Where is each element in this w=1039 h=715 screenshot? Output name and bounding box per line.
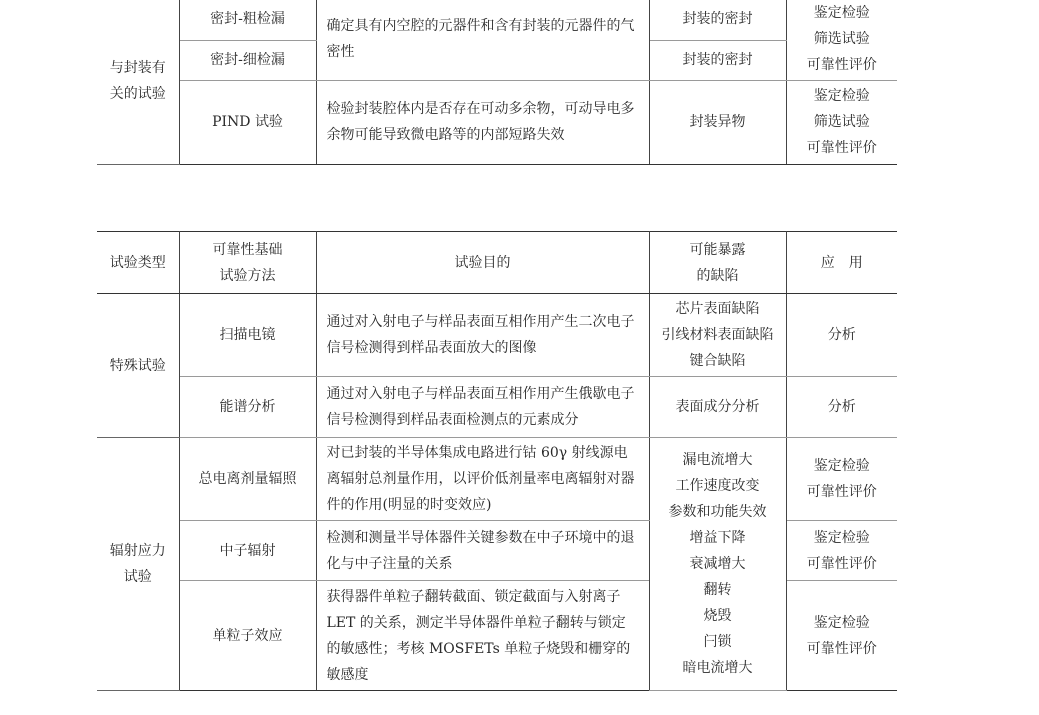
application-line: 筛选试验 (813, 114, 870, 130)
category-cell: 特殊试验 (97, 294, 179, 438)
method-cell: 总电离剂量辐照 (179, 438, 316, 521)
application-line: 可靠性评价 (806, 640, 877, 657)
defect-line: 闩锁 (703, 634, 732, 650)
application-line: 鉴定检验 (813, 4, 870, 21)
header-application: 应 用 (786, 232, 897, 294)
purpose-cell: 检验封装腔体内是否存在可动多余物，可动导电多余物可能导致微电路等的内部短路失效 (316, 80, 649, 164)
application-line: 筛选试验 (813, 30, 870, 47)
defect-cell: 表面成分分析 (649, 377, 786, 438)
purpose-cell: 获得器件单粒子翻转截面、锁定截面与入射离子 LET 的关系，测定半导体器件单粒子翻转与锁定的敏感性；考核 MOSFETs 单粒子烧毁和栅穿的敏感度 (316, 581, 649, 691)
category-label: 与封装有关的试验 (109, 59, 166, 102)
application-cell (786, 521, 897, 581)
method-cell: 密封-粗检漏 (179, 0, 316, 40)
application-line: 可靠性评价 (806, 555, 877, 572)
application-line: 鉴定检验 (813, 458, 870, 474)
reliability-test-table (97, 231, 897, 691)
application-cell (786, 581, 897, 691)
defect-cell: 封装的密封 (649, 0, 786, 40)
method-cell: 扫描电镜 (179, 294, 316, 377)
purpose-cell: 确定具有内空腔的元器件和含有封装的元器件的气密性 (316, 0, 649, 80)
application-cell: 分析 (786, 294, 897, 377)
method-cell: 能谱分析 (179, 377, 316, 438)
packaging-test-table (97, 0, 897, 165)
defect-line: 参数和功能失效 (668, 504, 767, 520)
category-cell (97, 438, 179, 691)
header-purpose: 试验目的 (316, 232, 649, 294)
application-line: 鉴定检验 (813, 529, 870, 546)
purpose-cell: 通过对入射电子与样品表面互相作用产生二次电子信号检测得到样品表面放大的图像 (316, 294, 649, 377)
application-line: 可靠性评价 (806, 140, 877, 156)
defect-line: 暗电流增大 (682, 660, 753, 676)
method-cell: 中子辐射 (179, 521, 316, 581)
application-line: 可靠性评价 (806, 56, 877, 73)
application-line: 鉴定检验 (813, 88, 870, 104)
category-line: 辐射应力 (109, 543, 166, 559)
application-cell (786, 438, 897, 521)
method-cell: 单粒子效应 (179, 581, 316, 691)
method-cell: 密封-细检漏 (179, 40, 316, 80)
header-defect (649, 232, 786, 294)
defect-line: 芯片表面缺陷 (675, 301, 760, 317)
header-type: 试验类型 (97, 232, 179, 294)
application-cell: 分析 (786, 377, 897, 438)
application-line: 鉴定检验 (813, 614, 870, 631)
defect-line: 衰减增大 (689, 556, 746, 572)
defect-line: 增益下降 (689, 530, 746, 546)
header-line: 可靠性基础 (212, 241, 283, 258)
category-line: 试验 (123, 569, 152, 585)
method-cell: PIND 试验 (179, 80, 316, 164)
header-line: 试验方法 (219, 267, 276, 284)
purpose-cell: 检测和测量半导体器件关键参数在中子环境中的退化与中子注量的关系 (316, 521, 649, 581)
defect-cell (649, 294, 786, 377)
purpose-cell: 通过对入射电子与样品表面互相作用产生俄歇电子信号检测得到样品表面检测点的元素成分 (316, 377, 649, 438)
defect-line: 工作速度改变 (675, 478, 760, 494)
defect-line: 引线材料表面缺陷 (661, 327, 774, 343)
application-line: 可靠性评价 (806, 484, 877, 500)
header-line: 可能暴露 (689, 241, 746, 258)
defect-line: 翻转 (703, 582, 732, 598)
defect-line: 烧毁 (703, 608, 732, 624)
defect-cell: 封装的密封 (649, 40, 786, 80)
defect-cell (649, 438, 786, 691)
purpose-cell: 对已封装的半导体集成电路进行钴 60γ 射线源电离辐射总剂量作用，以评价低剂量率电离辐射对器件的作用(明显的时变效应) (316, 438, 649, 521)
header-line: 的缺陷 (696, 267, 739, 284)
category-cell (97, 0, 179, 164)
defect-line: 漏电流增大 (682, 452, 753, 468)
defect-cell: 封装异物 (649, 80, 786, 164)
application-cell (786, 80, 897, 164)
header-method (179, 232, 316, 294)
application-cell (786, 0, 897, 80)
defect-line: 键合缺陷 (689, 353, 746, 369)
